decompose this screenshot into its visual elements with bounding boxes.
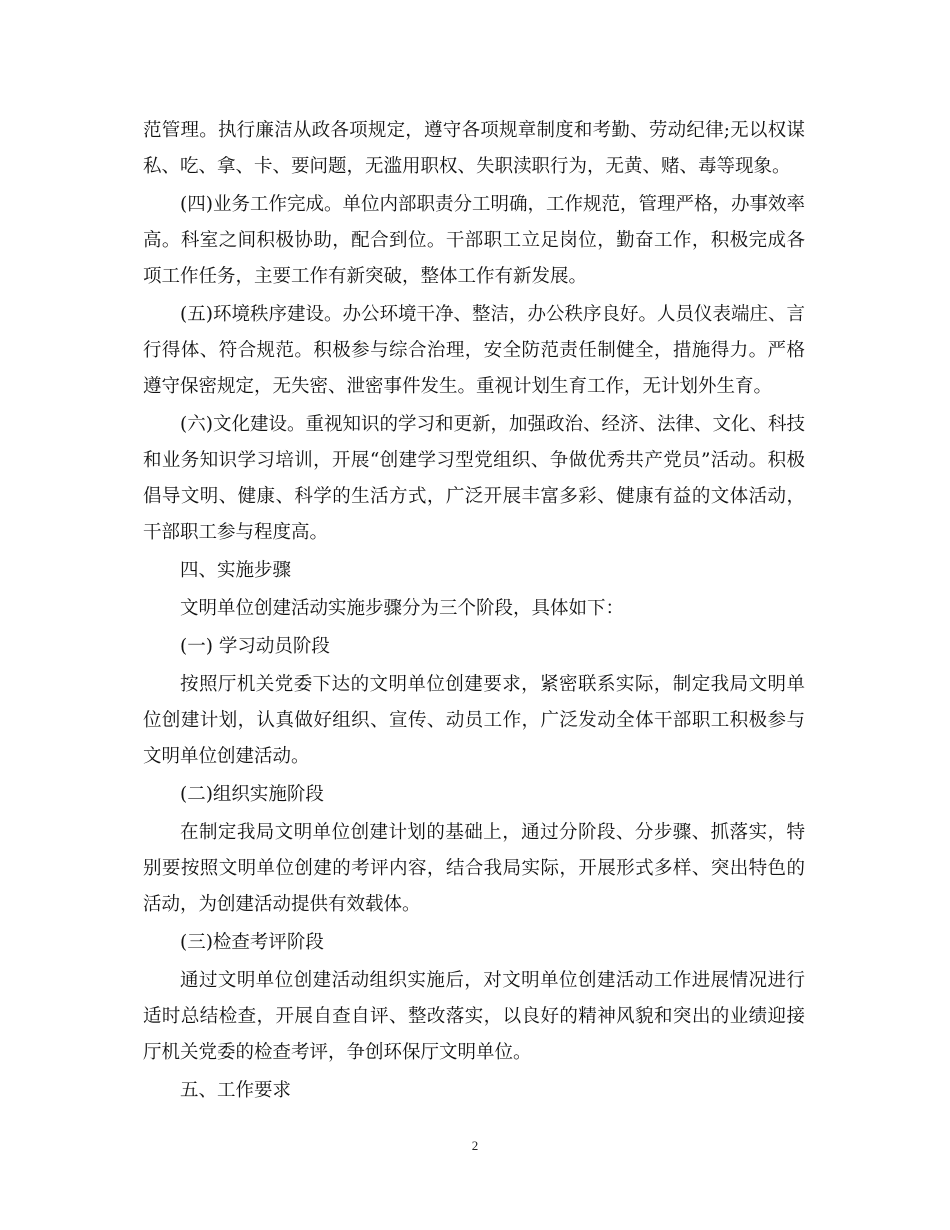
paragraph: 通过文明单位创建活动组织实施后，对文明单位创建活动工作进展情况进行适时总结检查，开展自查自评、整改落实，以良好的精神风貌和突出的业绩迎接厅机关党委的检查考评，争创环保厅文明单位。 xyxy=(143,970,805,1063)
page-number: 2 xyxy=(471,1138,479,1153)
subsection-heading: (三)检查考评阶段 xyxy=(180,932,324,953)
paragraph: 范管理。执行廉洁从政各项规定，遵守各项规章制度和考勤、劳动纪律;无以权谋私、吃、拿、卡、要问题，无滥用职权、失职渎职行为，无黄、赌、毒等现象。 xyxy=(143,120,805,177)
paragraph: (四)业务工作完成。单位内部职责分工明确，工作规范，管理严格，办事效率高。科室之间积极协助，配合到位。干部职工立足岗位，勤奋工作，积极完成各项工作任务，主要工作有新突破，整体工作有新发展。 xyxy=(143,194,805,287)
document-body xyxy=(143,113,805,1111)
paragraph: 文明单位创建活动实施步骤分为三个阶段，具体如下： xyxy=(180,598,625,619)
section-heading: 四、实施步骤 xyxy=(180,560,292,581)
paragraph: 在制定我局文明单位创建计划的基础上，通过分阶段、分步骤、抓落实，特别要按照文明单位创建的考评内容，结合我局实际，开展形式多样、突出特色的活动，为创建活动提供有效载体。 xyxy=(143,822,805,915)
paragraph: (六)文化建设。重视知识的学习和更新，加强政治、经济、法律、文化、科技和业务知识学习培训，开展“创建学习型党组织、争做优秀共产党员”活动。积极倡导文明、健康、科学的生活方式，广泛开展丰富多彩、健康有益的文体活动，干部职工参与程度高。 xyxy=(143,414,805,543)
subsection-heading: (二)组织实施阶段 xyxy=(180,784,324,805)
paragraph: 按照厅机关党委下达的文明单位创建要求，紧密联系实际，制定我局文明单位创建计划，认真做好组织、宣传、动员工作，广泛发动全体干部职工积极参与文明单位创建活动。 xyxy=(143,674,805,767)
subsection-heading: (一) 学习动员阶段 xyxy=(180,636,330,657)
section-heading: 五、工作要求 xyxy=(180,1080,292,1101)
paragraph: (五)环境秩序建设。办公环境干净、整洁，办公秩序良好。人员仪表端庄、言行得体、符合规范。积极参与综合治理，安全防范责任制健全，措施得力。严格遵守保密规定，无失密、泄密事件发生。重视计划生育工作，无计划外生育。 xyxy=(143,304,805,397)
